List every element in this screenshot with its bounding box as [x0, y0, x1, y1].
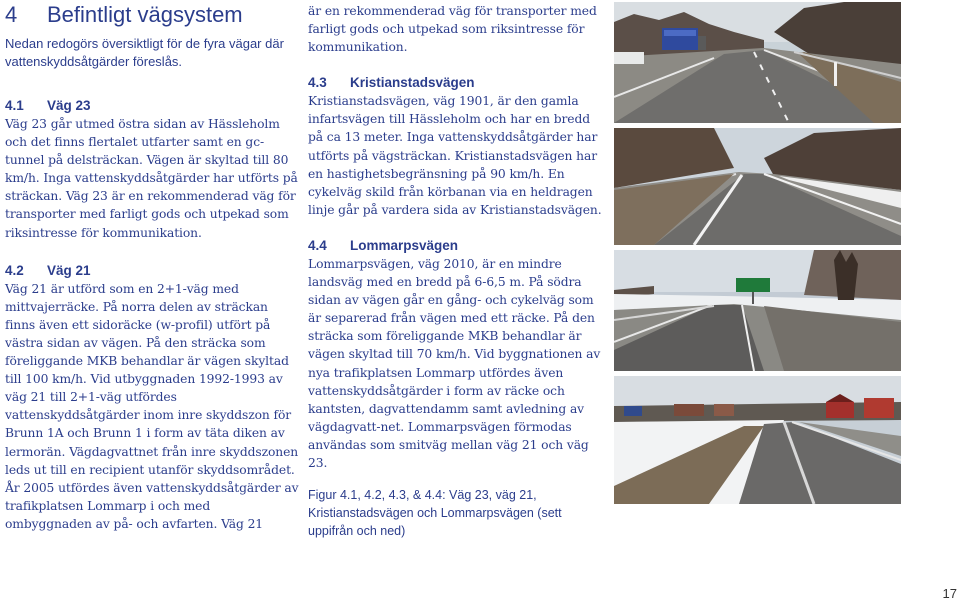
section-text-4-4: Lommarpsvägen, väg 2010, är en mindre landsväg med en bredd på 6-6,5 m. På södra sidan av vägen går en gång- och cykelväg som är separerad från vägen med ett räcke. På den sträcka som föreliggande MKB behandlar är vägen skyltad till 70 km/h. Vid byggnationen av nya trafikplatsen Lommarp utfördes även vattenskyddsåtgärder i form av räcke och kantsten, dagvattendamm samt avledning av vägdagvatt-net. Lommarpsvägen förmodas användas som smitväg mellan väg 21 och väg 23. [308, 256, 601, 470]
section-text-4-2: Väg 21 är utförd som en 2+1-väg med mittvajerräcke. På norra delen av sträckan finns även ett sidoräcke (w-profil) utfört på västra sidan av vägen. På den sträcka som föreliggande MKB behandlar är vägen skyltad till 100 km/h. Vid utbyggnaden 1992-1993 av väg 21 till 2+1-väg utfördes vattenskyddsåtgärder inom inre skyddszon för Brunn 1A och Brunn 1 i form av täta diken av lermorän. Vägdagvattnet från inre skyddszonen leds ut till en recipient utanför skyddsområdet. År 2005 utfördes även vattenskyddsåtgärder av trafikplatsen Lommarp i och med ombyggnaden av på- och avfarten. Väg 21 [5, 281, 299, 531]
photo-kristianstadsvagen [614, 250, 901, 371]
left-column [5, 0, 300, 533]
section-text-4-1: Väg 23 går utmed östra sidan av Hässleholm och det finns flertalet utfarter samt en gc-tunnel på delsträckan. Vägen är skyltad till 80 km/h. Inga vattenskyddsåtgärder har utförts på sträckan. Väg 23 är en rekommenderad väg för transporter med farligt gods och utpekad som riksintresse för kommunikation. [5, 117, 298, 240]
section-title: Lommarpsvägen [350, 237, 459, 253]
section-number: 4.3 [308, 75, 327, 91]
chapter-heading [5, 2, 300, 28]
middle-column [308, 2, 603, 540]
section-number: 4.2 [5, 262, 24, 278]
section-heading-4-1 [5, 97, 300, 115]
section-title: Väg 23 [47, 98, 91, 113]
chapter-number: 4 [5, 2, 18, 27]
section-title: Väg 21 [47, 262, 91, 278]
chapter-title: Befintligt vägsystem [47, 2, 243, 27]
page-number: 17 [942, 586, 957, 601]
section-heading-4-3 [308, 74, 603, 92]
photo-lommarpsvagen [614, 376, 901, 504]
chapter-intro: Nedan redogörs översiktligt för de fyra vägar där vattenskyddsåtgärder föreslås. [5, 36, 284, 69]
figure-caption: Figur 4.1, 4.2, 4.3, & 4.4: Väg 23, väg 21, Kristianstadsvägen och Lommarpsvägen (sett uppifrån och ned) [308, 488, 562, 539]
section-heading-4-2 [5, 262, 300, 280]
section-title: Kristianstadsvägen [350, 75, 475, 91]
section-heading-4-4 [308, 237, 603, 255]
photo-vag-21 [614, 128, 901, 245]
section-number: 4.4 [308, 237, 327, 253]
section-text-4-2-continued: är en rekommenderad väg för transporter med farligt gods och utpekad som riksintresse för kommunikation. [308, 4, 597, 55]
section-number: 4.1 [5, 98, 24, 113]
photo-vag-23 [614, 2, 901, 123]
section-text-4-3: Kristianstadsvägen, väg 1901, är den gamla infartsvägen till Hässleholm och har en bredd på ca 13 meter. Inga vattenskyddsåtgärder har utförts på vägsträckan. Kristianstadsvägen har en hastighetsbegränsning på 90 km/h. En cykelväg skild från körbanan via en heldragen linje går på vardera sida av Kristianstadsvägen. [308, 94, 602, 217]
